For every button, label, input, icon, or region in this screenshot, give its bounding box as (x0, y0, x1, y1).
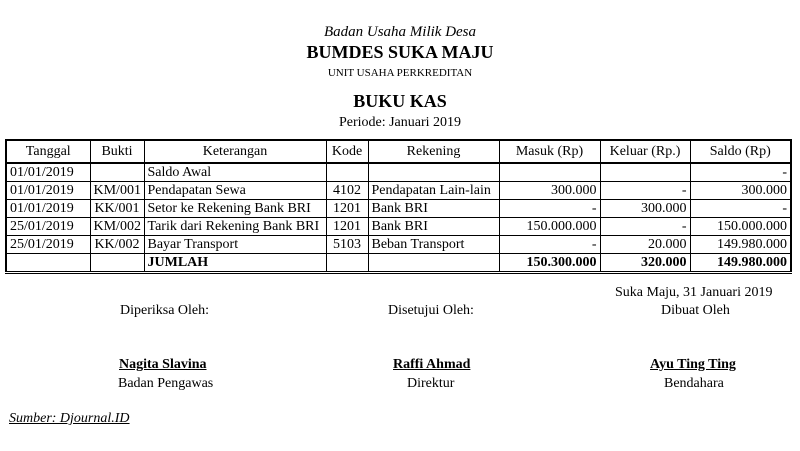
cell-bukti: KK/002 (90, 236, 144, 254)
cell-kode: 4102 (326, 182, 368, 200)
total-saldo: 149.980.000 (690, 254, 791, 273)
cell-bukti: KM/002 (90, 218, 144, 236)
col-header-tanggal: Tanggal (6, 140, 90, 163)
cell-keluar: - (600, 218, 690, 236)
cell-keluar (600, 163, 690, 182)
cell-keluar: 20.000 (600, 236, 690, 254)
cash-ledger-table (5, 139, 792, 274)
col-header-keluar: Keluar (Rp.) (600, 140, 690, 163)
cell-kode: 1201 (326, 200, 368, 218)
table-row (6, 182, 791, 200)
cell-rekening: Pendapatan Lain-lain (368, 182, 499, 200)
cell-masuk: - (499, 236, 600, 254)
approver-role: Direktur (407, 376, 455, 391)
cell-masuk (499, 163, 600, 182)
cell-tanggal: 25/01/2019 (6, 236, 90, 254)
cell-empty (326, 254, 368, 273)
total-masuk: 150.300.000 (499, 254, 600, 273)
org-subtitle: Badan Usaha Milik Desa (323, 24, 477, 40)
table-row (6, 218, 791, 236)
col-header-saldo: Saldo (Rp) (690, 140, 791, 163)
cell-keluar: 300.000 (600, 200, 690, 218)
org-name: BUMDES SUKA MAJU (306, 42, 494, 62)
checked-by-label: Diperiksa Oleh: (120, 303, 210, 318)
maker-name: Ayu Ting Ting (650, 357, 736, 372)
cell-tanggal: 25/01/2019 (6, 218, 90, 236)
total-row (6, 254, 791, 273)
maker-role: Bendahara (664, 376, 724, 391)
cell-saldo: - (690, 163, 791, 182)
table-row (6, 200, 791, 218)
cell-masuk: 300.000 (499, 182, 600, 200)
source-note: Sumber: Djournal.ID (9, 411, 130, 426)
checker-role: Badan Pengawas (118, 376, 214, 391)
period-label: Periode: Januari 2019 (338, 115, 462, 130)
cell-empty (6, 254, 90, 273)
place-date: Suka Maju, 31 Januari 2019 (615, 285, 773, 300)
cell-rekening: Bank BRI (368, 200, 499, 218)
cell-saldo: 300.000 (690, 182, 791, 200)
cell-bukti: KM/001 (90, 182, 144, 200)
cell-bukti (90, 163, 144, 182)
cell-rekening (368, 163, 499, 182)
cell-saldo: 150.000.000 (690, 218, 791, 236)
table-row (6, 236, 791, 254)
cell-keterangan: Pendapatan Sewa (144, 182, 326, 200)
cell-rekening: Bank BRI (368, 218, 499, 236)
cell-keluar: - (600, 182, 690, 200)
cell-rekening: Beban Transport (368, 236, 499, 254)
col-header-kode: Kode (326, 140, 368, 163)
total-keluar: 320.000 (600, 254, 690, 273)
cell-keterangan: Setor ke Rekening Bank BRI (144, 200, 326, 218)
cell-kode: 5103 (326, 236, 368, 254)
checker-name: Nagita Slavina (119, 357, 207, 372)
col-header-bukti: Bukti (90, 140, 144, 163)
cell-masuk: - (499, 200, 600, 218)
cell-empty (90, 254, 144, 273)
cell-keterangan: Bayar Transport (144, 236, 326, 254)
cell-saldo: 149.980.000 (690, 236, 791, 254)
cell-keterangan: Saldo Awal (144, 163, 326, 182)
cell-tanggal: 01/01/2019 (6, 182, 90, 200)
document-title: BUKU KAS (353, 91, 447, 111)
approver-name: Raffi Ahmad (393, 357, 471, 372)
col-header-masuk: Masuk (Rp) (499, 140, 600, 163)
made-by-label: Dibuat Oleh (661, 303, 730, 318)
total-label: JUMLAH (144, 254, 326, 273)
cell-empty (368, 254, 499, 273)
cell-tanggal: 01/01/2019 (6, 200, 90, 218)
table-row (6, 163, 791, 182)
cell-keterangan: Tarik dari Rekening Bank BRI (144, 218, 326, 236)
cell-tanggal: 01/01/2019 (6, 163, 90, 182)
approved-by-label: Disetujui Oleh: (388, 303, 474, 318)
cell-kode (326, 163, 368, 182)
cell-masuk: 150.000.000 (499, 218, 600, 236)
table-header-row (6, 140, 791, 163)
unit-name: UNIT USAHA PERKREDITAN (327, 67, 473, 79)
col-header-rekening: Rekening (368, 140, 499, 163)
col-header-keterangan: Keterangan (144, 140, 326, 163)
cell-saldo: - (690, 200, 791, 218)
cell-kode: 1201 (326, 218, 368, 236)
cell-bukti: KK/001 (90, 200, 144, 218)
